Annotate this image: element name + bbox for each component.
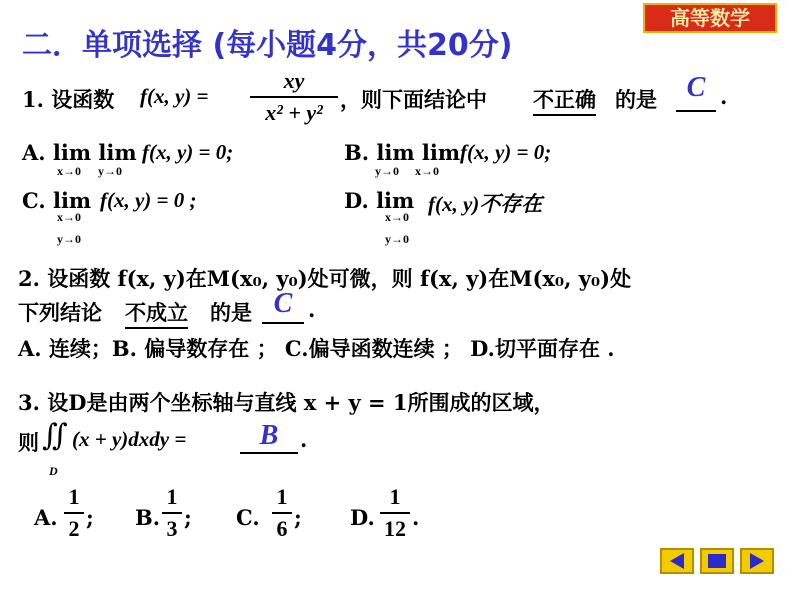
q3-option-c-label: C.: [236, 505, 260, 530]
q3-option-a-den: 2: [68, 516, 80, 541]
q3-option-d-tail: .: [412, 505, 420, 530]
q1-numerator: xy: [283, 68, 305, 93]
q3-option-c-num: 1: [276, 484, 288, 509]
fraction-bar: [162, 512, 182, 514]
q1-option-c-label: C. lim: [22, 188, 92, 213]
q3-option-c-den: 6: [276, 516, 288, 541]
fraction-bar: [380, 512, 410, 514]
square-icon: [708, 554, 726, 568]
q3-option-c-tail: ;: [294, 505, 302, 530]
q3-answer-blank: [240, 420, 298, 454]
q3-region: D: [49, 464, 58, 478]
q1-fraction: [250, 68, 338, 126]
q1-option-d-sub1: x→0: [385, 210, 409, 224]
q1-end: 的是: [615, 87, 657, 112]
page-title: 二．单项选择 (每小题4分，共20分): [22, 28, 513, 63]
q3-option-c-fraction: [272, 484, 292, 542]
q2-keyword: 不成立: [125, 297, 188, 329]
q1-option-b-sub2: x→0: [415, 164, 439, 178]
q1-option-a-label: A. lim lim: [22, 140, 137, 165]
q2-line-2-start: 下列结论: [18, 300, 102, 325]
q1-option-c-sub1: x→0: [57, 210, 81, 224]
q3-option-a-tail: ;: [86, 505, 94, 530]
q2-options: A. 连续；B. 偏导数存在 ； C.偏导函数连续 ； D.切平面存在 .: [18, 336, 615, 361]
q1-option-d-sub2: y→0: [385, 232, 409, 246]
q3-line-1: 3. 设D是由两个坐标轴与直线 x + y = 1所围成的区域，: [18, 390, 555, 415]
q3-answer: B: [259, 420, 279, 451]
q1-denominator: x² + y²: [265, 100, 323, 125]
q3-option-d-fraction: [380, 484, 410, 542]
q1-option-a-sub1: x→0: [57, 164, 81, 178]
q2-answer-blank: [262, 288, 304, 324]
q3-option-b-label: B.: [135, 505, 161, 530]
q1-keyword: 不正确: [533, 84, 596, 116]
prev-slide-button[interactable]: [660, 548, 694, 574]
q1-option-b-sub1: y→0: [375, 164, 399, 178]
fraction-bar: [272, 512, 292, 514]
q1-option-a-sub2: y→0: [98, 164, 122, 178]
q1-prefix: 1. 设函数: [22, 87, 115, 112]
q3-option-d-den: 12: [384, 516, 406, 541]
q3-option-a-label: A.: [34, 505, 58, 530]
q3-option-a-fraction: [64, 484, 84, 542]
double-integral-icon: ∬: [42, 418, 68, 453]
q2-dot: .: [308, 297, 316, 322]
q3-option-b-den: 3: [166, 516, 178, 541]
q1-answer: C: [686, 72, 706, 103]
triangle-right-icon: [750, 553, 764, 569]
q1-middle: ，则下面结论中: [340, 87, 487, 112]
q1-option-b-label: B. lim lim: [344, 140, 461, 165]
q3-expression: (x + y)dxdy =: [72, 427, 187, 451]
fraction-bar: [250, 96, 338, 98]
next-slide-button[interactable]: [740, 548, 774, 574]
q3-dot: .: [300, 427, 308, 452]
q3-option-b-tail: ;: [184, 505, 192, 530]
course-badge: 高等数学: [643, 3, 777, 33]
home-button[interactable]: [700, 548, 734, 574]
q3-option-b-fraction: [162, 484, 182, 542]
q2-line-2-end: 的是: [210, 300, 252, 325]
q2-line-1: 2. 设函数 f(x, y)在M(x₀, y₀)处可微，则 f(x, y)在M(x₀, y₀)处: [18, 266, 632, 291]
q1-option-d-label: D. lim: [344, 188, 415, 213]
q1-dot: .: [720, 84, 728, 109]
q3-option-d-num: 1: [389, 484, 401, 509]
q1-function: f(x, y) =: [140, 84, 209, 108]
q3-option-d-label: D.: [350, 505, 375, 530]
q2-answer: C: [273, 288, 293, 319]
q3-option-a-num: 1: [68, 484, 80, 509]
q1-answer-blank: [676, 72, 716, 112]
triangle-left-icon: [670, 553, 684, 569]
q1-option-a-expr: f(x, y) = 0;: [142, 140, 234, 164]
q3-option-b-num: 1: [166, 484, 178, 509]
fraction-bar: [64, 512, 84, 514]
q1-option-d-expr: f(x, y)不存在: [428, 192, 543, 216]
q1-option-c-sub2: y→0: [57, 232, 81, 246]
q3-then: 则: [18, 430, 39, 455]
q1-option-c-expr: f(x, y) = 0 ;: [100, 188, 197, 212]
q1-option-b-expr: f(x, y) = 0;: [460, 140, 552, 164]
